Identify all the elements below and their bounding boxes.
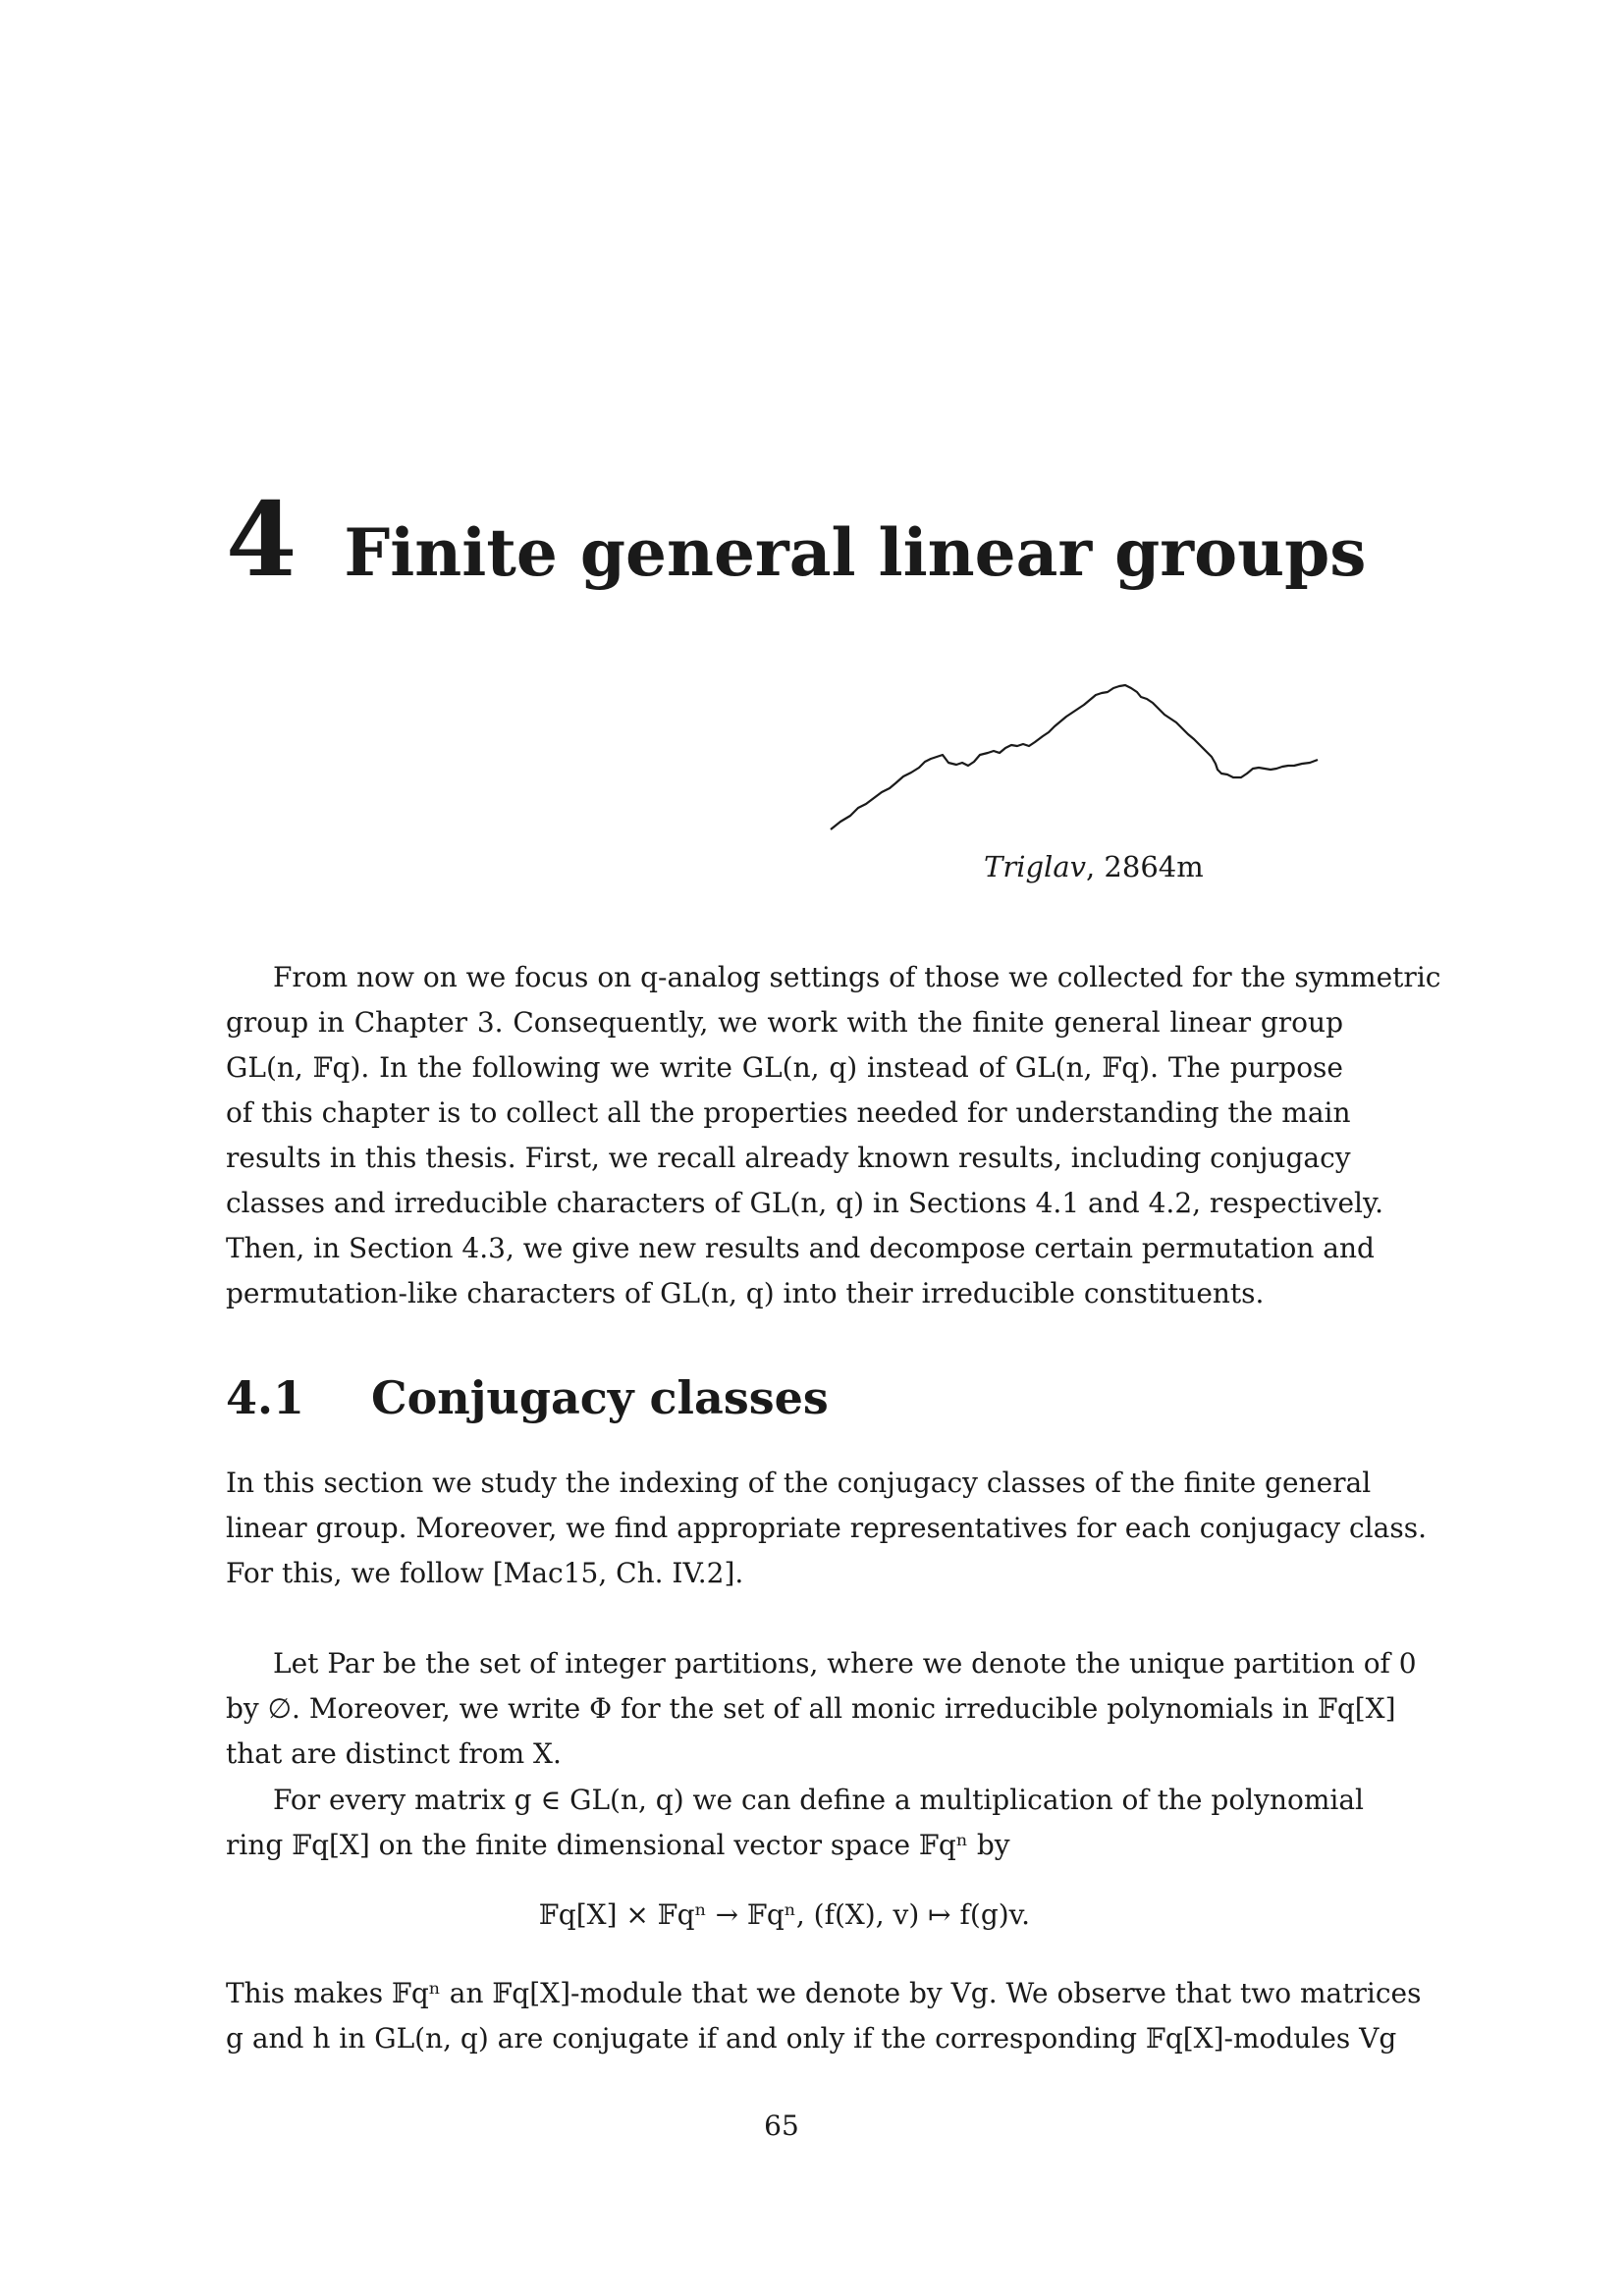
- page-number: 65: [764, 2109, 799, 2142]
- text-line: results in this thesis. First, we recall already known results, including conjugacy: [226, 1142, 1351, 1174]
- text-line: For this, we follow [Mac15, Ch. IV.2].: [226, 1557, 744, 1589]
- section-paragraph: [226, 1641, 1417, 1777]
- text-line: For every matrix g ∈ GL(n, q) we can define a multiplication of the polynomial: [273, 1784, 1364, 1816]
- text-line: g and h in GL(n, q) are conjugate if and only if the corresponding 𝔽q[X]-modules Vg: [226, 2022, 1397, 2055]
- text-line: GL(n, 𝔽q). In the following we write GL(n, q) instead of GL(n, 𝔽q). The purpose: [226, 1051, 1343, 1084]
- section-heading: [226, 1371, 829, 1424]
- triglav-silhouette-line: [831, 685, 1318, 829]
- text-line: permutation-like characters of GL(n, q) into their irreducible constituents.: [226, 1277, 1265, 1309]
- text-line: of this chapter is to collect all the properties needed for understanding the main: [226, 1096, 1351, 1129]
- mountain-sketch: [821, 667, 1341, 834]
- text-line: linear group. Moreover, we find appropriate representatives for each conjugacy class.: [226, 1512, 1427, 1544]
- text-line: ring 𝔽q[X] on the finite dimensional vector space 𝔽qⁿ by: [226, 1829, 1010, 1861]
- text-line: This makes 𝔽qⁿ an 𝔽q[X]-module that we denote by Vg. We observe that two matrices: [226, 1977, 1422, 2009]
- text-line: classes and irreducible characters of GL(n, q) in Sections 4.1 and 4.2, respectively.: [226, 1187, 1383, 1219]
- caption-mountain-name: Triglav: [984, 850, 1086, 883]
- intro-paragraph: [226, 955, 1441, 1316]
- section-title: Conjugacy classes: [371, 1371, 829, 1424]
- text-line: group in Chapter 3. Consequently, we work with the finite general linear group: [226, 1006, 1343, 1039]
- text-line: Let Par be the set of integer partitions, where we denote the unique partition of 0: [273, 1647, 1417, 1680]
- display-equation: 𝔽q[X] × 𝔽qⁿ → 𝔽qⁿ, (f(X), v) ↦ f(g)v.: [538, 1898, 1031, 1931]
- chapter-title: Finite general linear groups: [344, 514, 1367, 591]
- text-line: that are distinct from X.: [226, 1737, 562, 1770]
- text-line: by ∅. Moreover, we write Φ for the set of all monic irreducible polynomials in 𝔽q[X]: [226, 1692, 1396, 1725]
- section-paragraph: [226, 1461, 1427, 1596]
- chapter-heading: [226, 479, 1366, 600]
- section-paragraph: [226, 1971, 1422, 2061]
- section-number: 4.1: [226, 1371, 305, 1424]
- text-line: Then, in Section 4.3, we give new results and decompose certain permutation and: [226, 1232, 1375, 1264]
- text-line: In this section we study the indexing of the conjugacy classes of the finite general: [226, 1467, 1372, 1499]
- section-paragraph: [226, 1778, 1364, 1868]
- chapter-number: 4: [226, 479, 298, 600]
- text-line: From now on we focus on q-analog settings of those we collected for the symmetric: [273, 961, 1441, 993]
- caption-mountain-height: , 2864m: [1086, 850, 1204, 883]
- epigraph-caption: [984, 850, 1204, 883]
